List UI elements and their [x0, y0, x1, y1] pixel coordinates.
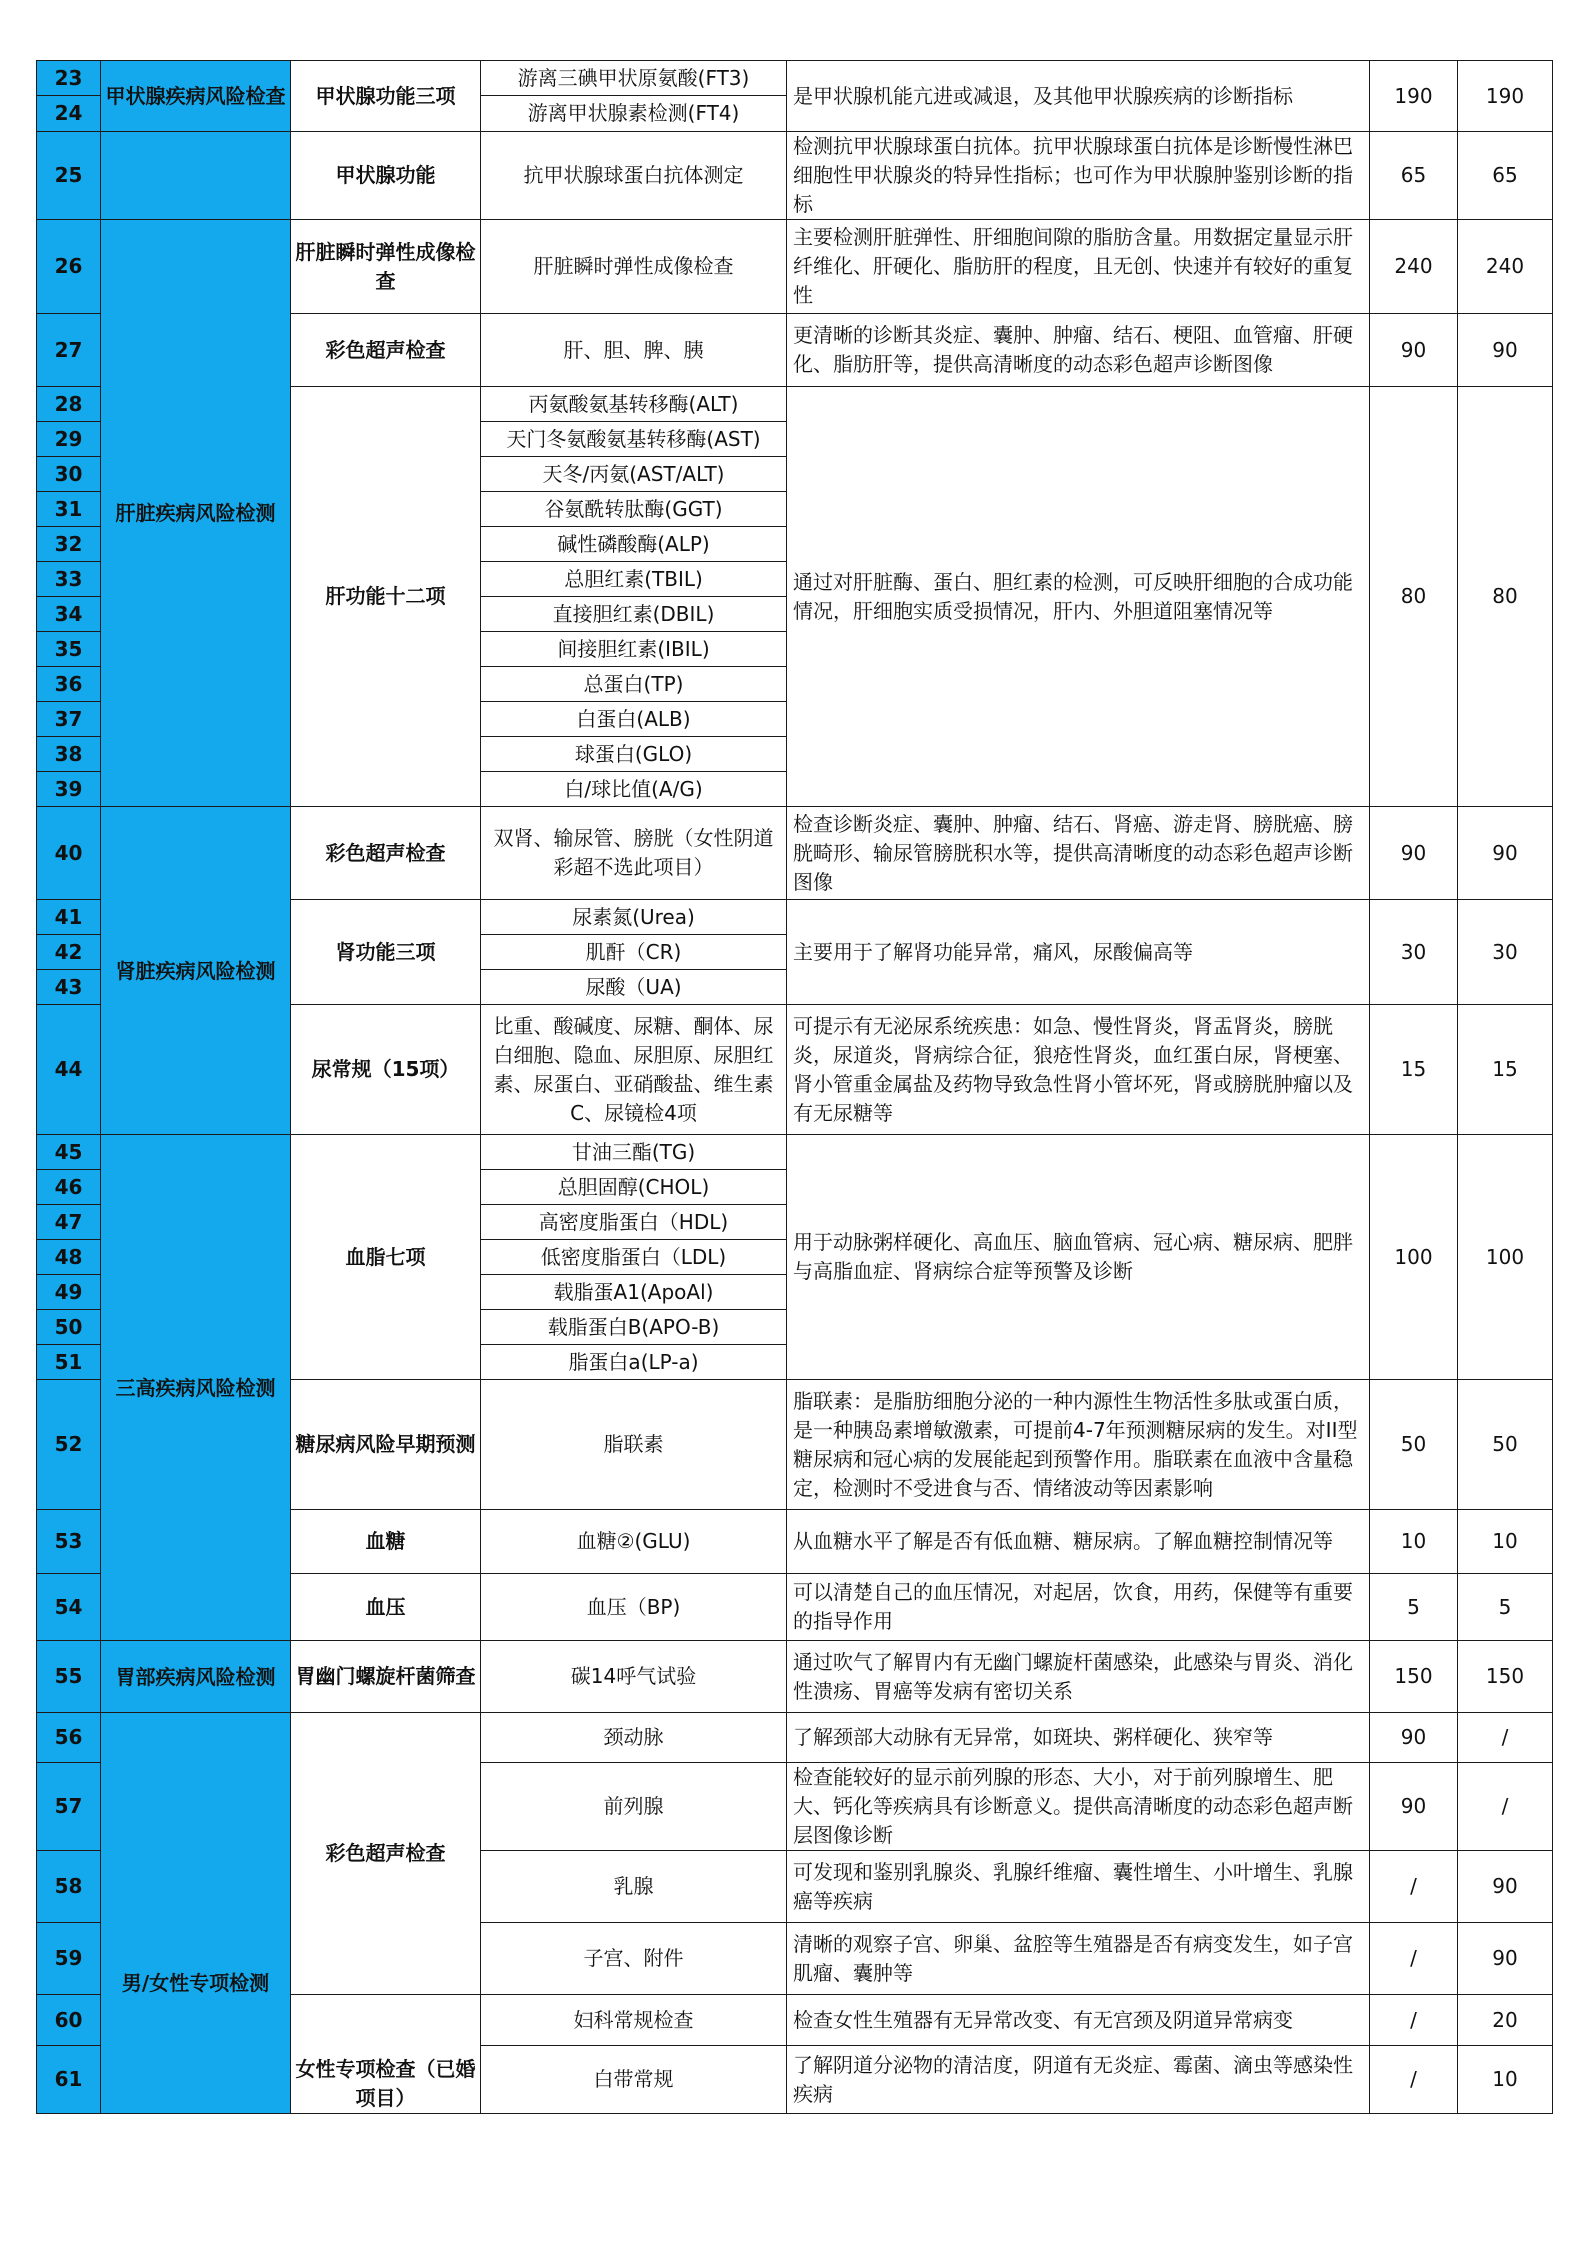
item-cell: 游离甲状腺素检测(FT4) — [481, 96, 787, 132]
description-cell: 用于动脉粥样硬化、高血压、脑血管病、冠心病、糖尿病、肥胖与高脂血症、肾病综合症等预警及诊断 — [787, 1135, 1370, 1380]
row-number: 54 — [37, 1574, 101, 1641]
table-row — [37, 1713, 1553, 1763]
row-number: 30 — [37, 457, 101, 492]
row-number: 32 — [37, 527, 101, 562]
item-cell: 碳14呼气试验 — [481, 1641, 787, 1713]
price-female-cell: 10 — [1458, 1510, 1553, 1574]
row-number: 52 — [37, 1380, 101, 1510]
item-cell: 载脂蛋白B(APO-B) — [481, 1310, 787, 1345]
item-cell: 尿素氮(Urea) — [481, 900, 787, 935]
item-cell: 肝脏瞬时弹性成像检查 — [481, 220, 787, 314]
item-cell: 妇科常规检查 — [481, 1995, 787, 2046]
item-cell: 总蛋白(TP) — [481, 667, 787, 702]
item-cell: 甘油三酯(TG) — [481, 1135, 787, 1170]
row-number: 40 — [37, 807, 101, 900]
row-number: 44 — [37, 1005, 101, 1135]
price-female-cell: 150 — [1458, 1641, 1553, 1713]
item-cell: 丙氨酸氨基转移酶(ALT) — [481, 387, 787, 422]
row-number: 45 — [37, 1135, 101, 1170]
item-cell: 肌酐（CR) — [481, 935, 787, 970]
price-female-cell: 5 — [1458, 1574, 1553, 1641]
row-number: 41 — [37, 900, 101, 935]
description-cell: 检查诊断炎症、囊肿、肿瘤、结石、肾癌、游走肾、膀胱癌、膀胱畸形、输尿管膀胱积水等，提供高清晰度的动态彩色超声诊断图像 — [787, 807, 1370, 900]
row-number: 59 — [37, 1923, 101, 1995]
price-male-cell: 240 — [1370, 220, 1458, 314]
row-number: 25 — [37, 132, 101, 220]
package-cell: 甲状腺功能 — [291, 132, 481, 220]
item-cell: 白带常规 — [481, 2046, 787, 2114]
row-number: 58 — [37, 1851, 101, 1923]
description-cell: 是甲状腺机能亢进或减退，及其他甲状腺疾病的诊断指标 — [787, 61, 1370, 132]
description-cell: 检查能较好的显示前列腺的形态、大小，对于前列腺增生、肥大、钙化等疾病具有诊断意义。提供高清晰度的动态彩色超声断层图像诊断 — [787, 1763, 1370, 1851]
description-cell: 检查女性生殖器有无异常改变、有无宫颈及阴道异常病变 — [787, 1995, 1370, 2046]
item-cell: 尿酸（UA) — [481, 970, 787, 1005]
price-male-cell: 30 — [1370, 900, 1458, 1005]
price-male-cell: 90 — [1370, 807, 1458, 900]
package-cell: 肝脏瞬时弹性成像检查 — [291, 220, 481, 314]
description-cell: 更清晰的诊断其炎症、囊肿、肿瘤、结石、梗阻、血管瘤、肝硬化、脂肪肝等，提供高清晰度的动态彩色超声诊断图像 — [787, 314, 1370, 387]
package-cell: 肾功能三项 — [291, 900, 481, 1005]
price-female-cell: 90 — [1458, 1851, 1553, 1923]
item-cell: 肝、胆、脾、胰 — [481, 314, 787, 387]
package-cell: 甲状腺功能三项 — [291, 61, 481, 132]
description-cell: 可提示有无泌尿系统疾患：如急、慢性肾炎，肾盂肾炎，膀胱炎，尿道炎，肾病综合征，狼疮性肾炎，血红蛋白尿，肾梗塞、肾小管重金属盐及药物导致急性肾小管坏死，肾或膀胱肿瘤以及有无尿糖等 — [787, 1005, 1370, 1135]
item-cell: 碱性磷酸酶(ALP) — [481, 527, 787, 562]
price-female-cell: 190 — [1458, 61, 1553, 132]
price-male-cell: 190 — [1370, 61, 1458, 132]
description-cell: 检测抗甲状腺球蛋白抗体。抗甲状腺球蛋白抗体是诊断慢性淋巴细胞性甲状腺炎的特异性指标；也可作为甲状腺肿鉴别诊断的指标 — [787, 132, 1370, 220]
item-cell: 抗甲状腺球蛋白抗体测定 — [481, 132, 787, 220]
price-female-cell: 50 — [1458, 1380, 1553, 1510]
row-number: 26 — [37, 220, 101, 314]
item-cell: 前列腺 — [481, 1763, 787, 1851]
package-cell: 彩色超声检查 — [291, 1713, 481, 1995]
row-number: 42 — [37, 935, 101, 970]
price-male-cell: 90 — [1370, 1763, 1458, 1851]
price-male-cell: 80 — [1370, 387, 1458, 807]
price-male-cell: 15 — [1370, 1005, 1458, 1135]
row-number: 53 — [37, 1510, 101, 1574]
price-male-cell: / — [1370, 1995, 1458, 2046]
row-number: 48 — [37, 1240, 101, 1275]
table-row — [37, 61, 1553, 96]
price-male-cell: / — [1370, 1923, 1458, 1995]
item-cell: 子宫、附件 — [481, 1923, 787, 1995]
row-number: 33 — [37, 562, 101, 597]
item-cell: 直接胆红素(DBIL) — [481, 597, 787, 632]
item-cell: 游离三碘甲状原氨酸(FT3) — [481, 61, 787, 96]
checkup-items-table — [36, 60, 1553, 2114]
table-row — [37, 807, 1553, 900]
description-cell: 了解颈部大动脉有无异常，如斑块、粥样硬化、狭窄等 — [787, 1713, 1370, 1763]
row-number: 28 — [37, 387, 101, 422]
price-male-cell: 10 — [1370, 1510, 1458, 1574]
price-female-cell: 15 — [1458, 1005, 1553, 1135]
package-cell: 彩色超声检查 — [291, 314, 481, 387]
item-cell: 乳腺 — [481, 1851, 787, 1923]
item-cell: 天冬/丙氨(AST/ALT) — [481, 457, 787, 492]
price-female-cell: 80 — [1458, 387, 1553, 807]
row-number: 23 — [37, 61, 101, 96]
price-female-cell: 90 — [1458, 1923, 1553, 1995]
price-female-cell: 30 — [1458, 900, 1553, 1005]
row-number: 47 — [37, 1205, 101, 1240]
category-cell: 男/女性专项检测 — [101, 1713, 291, 2114]
row-number: 29 — [37, 422, 101, 457]
item-cell: 白蛋白(ALB) — [481, 702, 787, 737]
row-number: 38 — [37, 737, 101, 772]
item-cell: 载脂蛋A1(ApoAl) — [481, 1275, 787, 1310]
row-number: 39 — [37, 772, 101, 807]
price-female-cell: 90 — [1458, 807, 1553, 900]
item-cell: 高密度脂蛋白（HDL) — [481, 1205, 787, 1240]
price-male-cell: 5 — [1370, 1574, 1458, 1641]
category-cell: 甲状腺疾病风险检查 — [101, 61, 291, 132]
row-number: 31 — [37, 492, 101, 527]
description-cell: 从血糖水平了解是否有低血糖、糖尿病。了解血糖控制情况等 — [787, 1510, 1370, 1574]
description-cell: 清晰的观察子宫、卵巢、盆腔等生殖器是否有病变发生，如子宫肌瘤、囊肿等 — [787, 1923, 1370, 1995]
package-cell: 血糖 — [291, 1510, 481, 1574]
item-cell: 血糖②(GLU) — [481, 1510, 787, 1574]
item-cell: 双肾、输尿管、膀胱（女性阴道彩超不选此项目） — [481, 807, 787, 900]
item-cell: 脂蛋白a(LP-a) — [481, 1345, 787, 1380]
price-female-cell: 240 — [1458, 220, 1553, 314]
category-cell: 胃部疾病风险检测 — [101, 1641, 291, 1713]
row-number: 57 — [37, 1763, 101, 1851]
row-number: 60 — [37, 1995, 101, 2046]
price-female-cell: 65 — [1458, 132, 1553, 220]
row-number: 46 — [37, 1170, 101, 1205]
item-cell: 脂联素 — [481, 1380, 787, 1510]
item-cell: 低密度脂蛋白（LDL) — [481, 1240, 787, 1275]
table-row — [37, 1641, 1553, 1713]
category-cell: 肝脏疾病风险检测 — [101, 220, 291, 807]
price-male-cell: / — [1370, 2046, 1458, 2114]
item-cell: 比重、酸碱度、尿糖、酮体、尿白细胞、隐血、尿胆原、尿胆红素、尿蛋白、亚硝酸盐、维生素C、尿镜检4项 — [481, 1005, 787, 1135]
price-male-cell: 50 — [1370, 1380, 1458, 1510]
row-number: 56 — [37, 1713, 101, 1763]
item-cell: 总胆红素(TBIL) — [481, 562, 787, 597]
price-female-cell: 100 — [1458, 1135, 1553, 1380]
package-cell: 糖尿病风险早期预测 — [291, 1380, 481, 1510]
price-table-sheet — [36, 60, 1552, 2114]
category-cell-blank — [101, 132, 291, 220]
row-number: 24 — [37, 96, 101, 132]
category-cell: 三高疾病风险检测 — [101, 1135, 291, 1641]
row-number: 43 — [37, 970, 101, 1005]
table-row — [37, 220, 1553, 314]
item-cell: 谷氨酰转肽酶(GGT) — [481, 492, 787, 527]
item-cell: 球蛋白(GLO) — [481, 737, 787, 772]
item-cell: 天门冬氨酸氨基转移酶(AST) — [481, 422, 787, 457]
table-row — [37, 132, 1553, 220]
row-number: 51 — [37, 1345, 101, 1380]
row-number: 61 — [37, 2046, 101, 2114]
package-cell: 胃幽门螺旋杆菌筛查 — [291, 1641, 481, 1713]
item-cell: 总胆固醇(CHOL) — [481, 1170, 787, 1205]
table-row — [37, 1135, 1553, 1170]
row-number: 35 — [37, 632, 101, 667]
item-cell: 白/球比值(A/G) — [481, 772, 787, 807]
description-cell: 可以清楚自己的血压情况，对起居，饮食，用药，保健等有重要的指导作用 — [787, 1574, 1370, 1641]
price-female-cell: 20 — [1458, 1995, 1553, 2046]
description-cell: 主要检测肝脏弹性、肝细胞间隙的脂肪含量。用数据定量显示肝纤维化、肝硬化、脂肪肝的程度，且无创、快速并有较好的重复性 — [787, 220, 1370, 314]
row-number: 49 — [37, 1275, 101, 1310]
price-male-cell: / — [1370, 1851, 1458, 1923]
price-male-cell: 90 — [1370, 1713, 1458, 1763]
price-male-cell: 150 — [1370, 1641, 1458, 1713]
package-cell: 女性专项检查（已婚项目） — [291, 1995, 481, 2114]
price-female-cell: / — [1458, 1713, 1553, 1763]
package-cell: 尿常规（15项） — [291, 1005, 481, 1135]
description-cell: 通过对肝脏酶、蛋白、胆红素的检测，可反映肝细胞的合成功能情况，肝细胞实质受损情况，肝内、外胆道阻塞情况等 — [787, 387, 1370, 807]
price-female-cell: 90 — [1458, 314, 1553, 387]
description-cell: 脂联素：是脂肪细胞分泌的一种内源性生物活性多肽或蛋白质，是一种胰岛素增敏激素，可提前4-7年预测糖尿病的发生。对II型糖尿病和冠心病的发展能起到预警作用。脂联素在血液中含量稳定，检测时不受进食与否、情绪波动等因素影响 — [787, 1380, 1370, 1510]
row-number: 34 — [37, 597, 101, 632]
price-female-cell: 10 — [1458, 2046, 1553, 2114]
row-number: 50 — [37, 1310, 101, 1345]
item-cell: 间接胆红素(IBIL) — [481, 632, 787, 667]
item-cell: 血压（BP) — [481, 1574, 787, 1641]
row-number: 37 — [37, 702, 101, 737]
price-female-cell: / — [1458, 1763, 1553, 1851]
package-cell: 血脂七项 — [291, 1135, 481, 1380]
category-cell: 肾脏疾病风险检测 — [101, 807, 291, 1135]
row-number: 36 — [37, 667, 101, 702]
row-number: 55 — [37, 1641, 101, 1713]
item-cell: 颈动脉 — [481, 1713, 787, 1763]
package-cell: 彩色超声检查 — [291, 807, 481, 900]
package-cell: 血压 — [291, 1574, 481, 1641]
row-number: 27 — [37, 314, 101, 387]
price-male-cell: 90 — [1370, 314, 1458, 387]
price-male-cell: 100 — [1370, 1135, 1458, 1380]
package-cell: 肝功能十二项 — [291, 387, 481, 807]
description-cell: 通过吹气了解胃内有无幽门螺旋杆菌感染，此感染与胃炎、消化性溃疡、胃癌等发病有密切关系 — [787, 1641, 1370, 1713]
description-cell: 可发现和鉴别乳腺炎、乳腺纤维瘤、囊性增生、小叶增生、乳腺癌等疾病 — [787, 1851, 1370, 1923]
description-cell: 主要用于了解肾功能异常，痛风，尿酸偏高等 — [787, 900, 1370, 1005]
price-male-cell: 65 — [1370, 132, 1458, 220]
description-cell: 了解阴道分泌物的清洁度，阴道有无炎症、霉菌、滴虫等感染性疾病 — [787, 2046, 1370, 2114]
